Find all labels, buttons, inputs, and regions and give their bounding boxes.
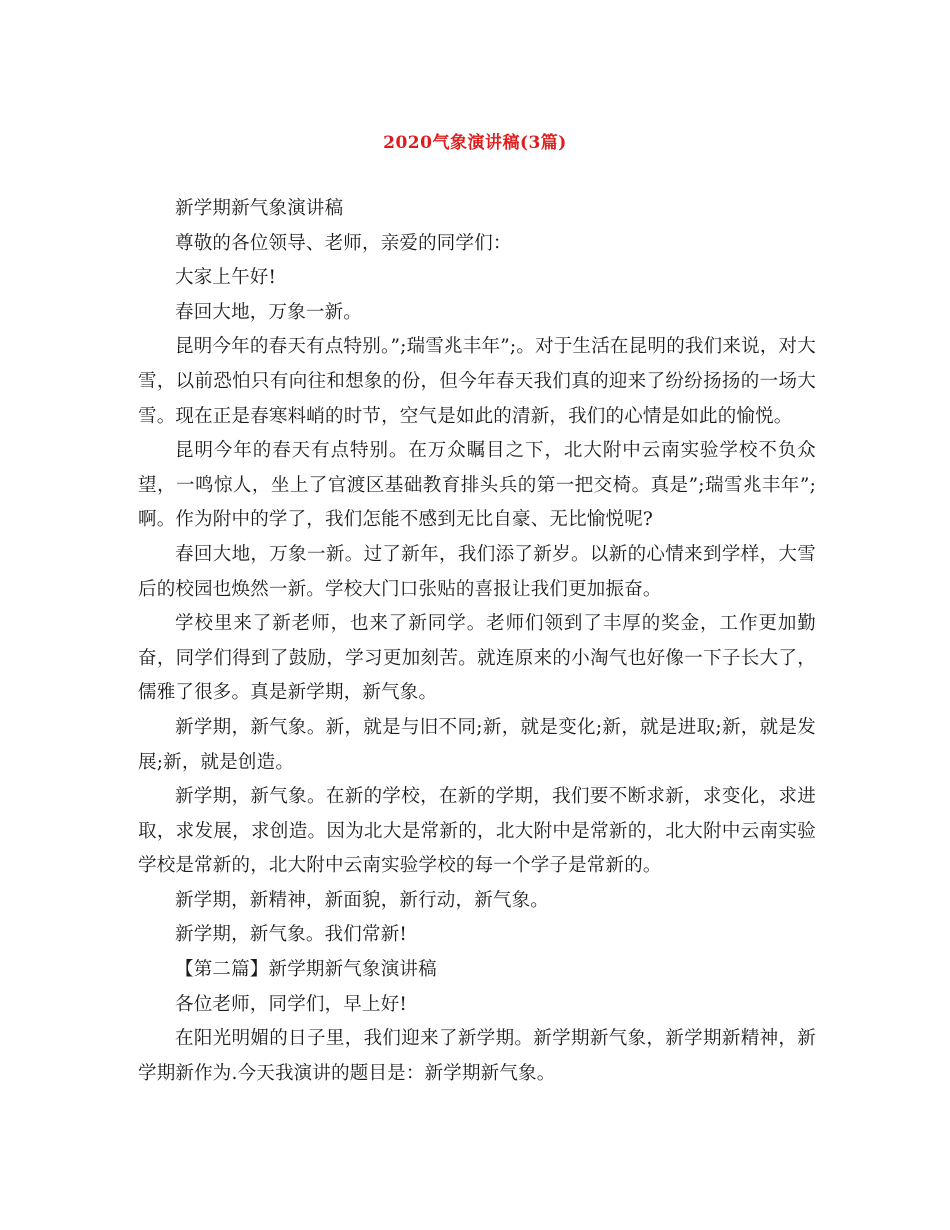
- paragraph: 新学期新气象演讲稿: [175, 198, 344, 219]
- paragraph: 新学期，新气象。新，就是与旧不同;新，就是变化;新，就是进取;新，就是发展;新，就是创造。: [138, 716, 816, 773]
- paragraph: 尊敬的各位领导、老师，亲爱的同学们：: [175, 232, 512, 254]
- document-body: [138, 192, 816, 1091]
- paragraph: 各位老师，同学们，早上好!: [175, 993, 408, 1015]
- paragraph: 大家上午好!: [175, 267, 277, 289]
- paragraph: 昆明今年的春天有点特别。在万众瞩目之下，北大附中云南实验学校不负众望，一鸣惊人，坐上了官渡区基础教育排头兵的第一把交椅。真是”;瑞雪兆丰年”;啊。作为附中的学了，我们怎能不感到无比自豪、无比愉悦呢?: [138, 440, 816, 531]
- paragraph: 春回大地，万象一新。过了新年，我们添了新岁。以新的心情来到学样，大雪后的校园也焕然一新。学校大门口张贴的喜报让我们更加振奋。: [138, 543, 816, 600]
- paragraph: 新学期，新气象。在新的学校，在新的学期，我们要不断求新，求变化，求进取，求发展，求创造。因为北大是常新的，北大附中是常新的，北大附中云南实验学校是常新的，北大附中云南实验学校的每一个学子是常新的。: [138, 786, 816, 877]
- paragraph: 在阳光明媚的日子里，我们迎来了新学期。新学期新气象，新学期新精神，新学期新作为.今天我演讲的题目是：新学期新气象。: [138, 1028, 816, 1084]
- paragraph: 新学期，新气象。我们常新!: [175, 924, 408, 946]
- document-title: 2020气象演讲稿(3篇): [383, 133, 567, 153]
- paragraph: 学校里来了新老师，也来了新同学。老师们领到了丰厚的奖金，工作更加勤奋，同学们得到了鼓励，学习更加刻苦。就连原来的小淘气也好像一下子长大了，儒雅了很多。真是新学期，新气象。: [138, 613, 816, 704]
- paragraph: 新学期，新精神，新面貌，新行动，新气象。: [175, 889, 550, 911]
- paragraph: 春回大地，万象一新。: [175, 301, 363, 323]
- paragraph: 昆明今年的春天有点特别。”;瑞雪兆丰年”;。对于生活在昆明的我们来说，对大雪，以前恐怕只有向往和想象的份，但今年春天我们真的迎来了纷纷扬扬的一场大雪。现在正是春寒料峭的时节，空气是如此的清新，我们的心情是如此的愉悦。: [138, 336, 816, 427]
- section-heading: 【第二篇】新学期新气象演讲稿: [175, 959, 437, 981]
